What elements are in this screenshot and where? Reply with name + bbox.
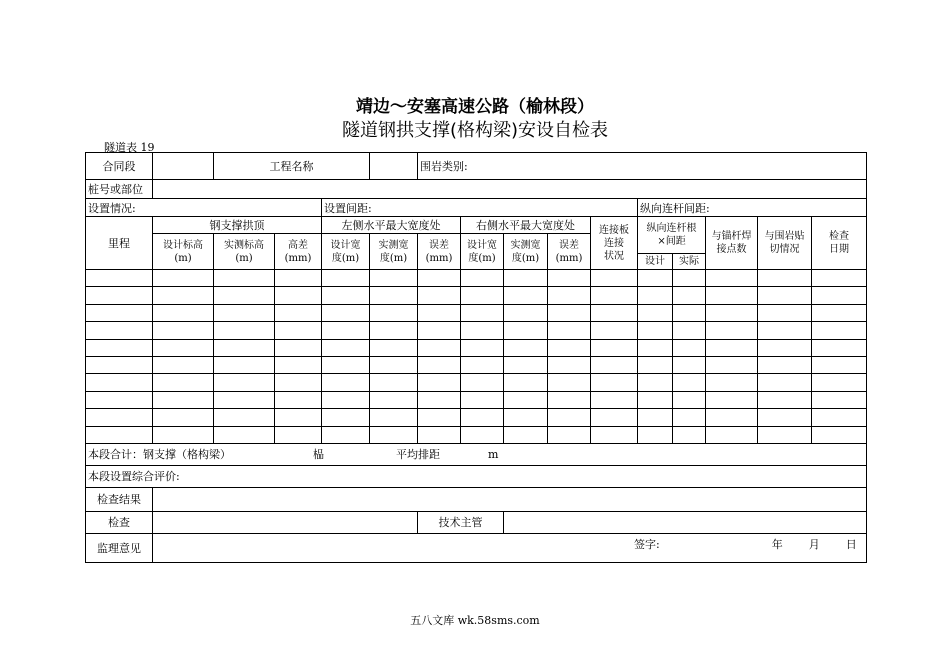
table-cell[interactable] [548,391,591,408]
table-cell[interactable] [418,270,461,287]
table-cell[interactable] [504,304,548,321]
table-cell[interactable] [275,322,322,339]
table-cell[interactable] [214,339,275,356]
project-name-value[interactable] [370,153,418,180]
table-cell[interactable] [418,339,461,356]
table-cell[interactable] [758,426,812,443]
table-cell[interactable] [638,356,673,373]
form-title-line2: 隧道钢拱支撑(格构梁)安设自检表 [341,120,609,141]
table-cell[interactable] [548,270,591,287]
table-cell[interactable] [812,322,867,339]
table-cell[interactable] [461,304,504,321]
table-cell[interactable] [275,270,322,287]
table-cell[interactable] [591,374,638,391]
station-value[interactable] [153,180,867,199]
col-left-err: 误差 (mm) [418,234,461,270]
table-cell[interactable] [673,409,706,426]
result-value[interactable] [153,487,867,511]
table-cell[interactable] [153,391,214,408]
footer-watermark: 五八文库 wk.58sms.com [410,614,540,627]
table-cell[interactable] [214,426,275,443]
table-cell[interactable] [812,409,867,426]
table-cell[interactable] [812,391,867,408]
table-cell[interactable] [370,391,418,408]
form-number: 隧道表 19 [104,141,155,154]
table-row [86,356,867,373]
table-row [86,322,867,339]
table-cell[interactable] [673,304,706,321]
table-cell[interactable] [812,287,867,304]
table-cell[interactable] [548,374,591,391]
table-cell[interactable] [812,304,867,321]
table-cell[interactable] [214,391,275,408]
table-cell[interactable] [370,409,418,426]
table-cell[interactable] [461,409,504,426]
table-cell[interactable] [638,409,673,426]
table-cell[interactable] [418,356,461,373]
table-row [86,304,867,321]
link-spacing-label: 纵向连杆间距: [638,199,867,217]
table-cell[interactable] [153,426,214,443]
table-cell[interactable] [673,339,706,356]
table-cell[interactable] [86,356,153,373]
table-cell[interactable] [706,304,758,321]
table-cell[interactable] [638,270,673,287]
table-cell[interactable] [706,426,758,443]
table-cell[interactable] [758,339,812,356]
table-cell[interactable] [706,374,758,391]
table-cell[interactable] [86,391,153,408]
table-cell[interactable] [758,356,812,373]
table-cell[interactable] [504,374,548,391]
table-cell[interactable] [548,426,591,443]
table-cell[interactable] [418,287,461,304]
table-cell[interactable] [548,356,591,373]
table-cell[interactable] [638,304,673,321]
table-cell[interactable] [504,409,548,426]
table-cell[interactable] [548,304,591,321]
table-cell[interactable] [706,322,758,339]
table-cell[interactable] [638,374,673,391]
table-cell[interactable] [461,391,504,408]
table-cell[interactable] [322,287,370,304]
table-cell[interactable] [153,270,214,287]
table-cell[interactable] [673,356,706,373]
table-cell[interactable] [86,426,153,443]
col-rod-design: 设计 [638,254,673,270]
table-cell[interactable] [758,270,812,287]
col-mileage: 里程 [86,217,153,270]
tech-value[interactable] [504,511,867,533]
table-cell[interactable] [758,322,812,339]
col-rod-actual: 实际 [673,254,706,270]
table-cell[interactable] [591,339,638,356]
table-cell[interactable] [370,287,418,304]
table-cell[interactable] [638,322,673,339]
table-cell[interactable] [638,426,673,443]
col-rod: 纵向连杆根 ×间距 [638,217,706,254]
table-cell[interactable] [322,356,370,373]
table-cell[interactable] [418,409,461,426]
table-cell[interactable] [591,322,638,339]
table-cell[interactable] [275,374,322,391]
table-cell[interactable] [461,356,504,373]
table-cell[interactable] [370,374,418,391]
contract-value[interactable] [153,153,214,180]
table-cell[interactable] [322,322,370,339]
table-row [86,409,867,426]
table-cell[interactable] [461,426,504,443]
table-row [86,391,867,408]
table-cell[interactable] [812,339,867,356]
table-cell[interactable] [275,356,322,373]
col-right-meas-w: 实测宽 度(m) [504,234,548,270]
table-row [86,374,867,391]
col-plate: 连接板 连接 状况 [591,217,638,270]
table-cell[interactable] [812,356,867,373]
table-cell[interactable] [758,391,812,408]
table-cell[interactable] [214,304,275,321]
result-label: 检查结果 [86,487,153,511]
table-cell[interactable] [153,287,214,304]
table-cell[interactable] [461,270,504,287]
table-cell[interactable] [275,304,322,321]
table-cell[interactable] [638,391,673,408]
table-cell[interactable] [673,287,706,304]
table-cell[interactable] [673,270,706,287]
table-cell[interactable] [758,374,812,391]
table-cell[interactable] [214,409,275,426]
table-cell[interactable] [86,409,153,426]
table-cell[interactable] [812,270,867,287]
table-cell[interactable] [86,287,153,304]
table-cell[interactable] [153,322,214,339]
spacing-label: 设置间距: [322,199,638,217]
table-cell[interactable] [370,270,418,287]
table-cell[interactable] [153,356,214,373]
table-cell[interactable] [461,374,504,391]
col-design-elev: 设计标高 (m) [153,234,214,270]
table-cell[interactable] [461,287,504,304]
summary-total: 本段合计：钢支撑（格构梁） 榀 平均排距 m [86,443,867,465]
table-cell[interactable] [548,409,591,426]
table-cell[interactable] [86,322,153,339]
table-cell[interactable] [758,304,812,321]
table-cell[interactable] [275,339,322,356]
table-cell[interactable] [548,339,591,356]
table-cell[interactable] [214,270,275,287]
col-left-design-w: 设计宽 度(m) [322,234,370,270]
table-cell[interactable] [504,391,548,408]
col-right-max: 右侧水平最大宽度处 [461,217,591,234]
table-cell[interactable] [548,287,591,304]
table-cell[interactable] [591,426,638,443]
table-cell[interactable] [322,374,370,391]
table-cell[interactable] [418,391,461,408]
table-row [86,287,867,304]
table-cell[interactable] [153,374,214,391]
setup-label: 设置情况: [86,199,322,217]
check-value[interactable] [153,511,418,533]
col-right-design-w: 设计宽 度(m) [461,234,504,270]
table-cell[interactable] [86,339,153,356]
form-title-line1: 靖边～安塞高速公路（榆林段） [356,97,594,117]
table-cell[interactable] [370,322,418,339]
table-cell[interactable] [812,374,867,391]
col-elev-diff: 高差 (mm) [275,234,322,270]
table-cell[interactable] [418,304,461,321]
table-cell[interactable] [504,287,548,304]
table-cell[interactable] [706,270,758,287]
table-cell[interactable] [370,356,418,373]
col-weld: 与锚杆焊 接点数 [706,217,758,270]
table-cell[interactable] [370,304,418,321]
table-cell[interactable] [214,322,275,339]
table-cell[interactable] [638,339,673,356]
table-cell[interactable] [758,287,812,304]
table-cell[interactable] [275,409,322,426]
table-cell[interactable] [153,304,214,321]
table-row [86,339,867,356]
table-cell[interactable] [322,270,370,287]
col-meas-elev: 实测标高 (m) [214,234,275,270]
check-label: 检查 [86,511,153,533]
table-cell[interactable] [504,322,548,339]
col-arch-top: 钢支撑拱顶 [153,217,322,234]
table-cell[interactable] [706,339,758,356]
summary-eval: 本段设置综合评价: [86,465,867,487]
table-cell[interactable] [275,391,322,408]
signature-line: 签字: 年 月 日 [634,537,857,551]
col-left-meas-w: 实测宽 度(m) [370,234,418,270]
table-row [86,270,867,287]
table-cell[interactable] [706,391,758,408]
table-cell[interactable] [275,426,322,443]
table-cell[interactable] [214,374,275,391]
table-cell[interactable] [504,426,548,443]
table-row [86,426,867,443]
table-cell[interactable] [812,426,867,443]
table-cell[interactable] [322,391,370,408]
table-cell[interactable] [548,322,591,339]
table-cell[interactable] [673,322,706,339]
table-cell[interactable] [591,287,638,304]
table-cell[interactable] [504,356,548,373]
table-cell[interactable] [418,426,461,443]
table-cell[interactable] [86,270,153,287]
table-cell[interactable] [706,409,758,426]
table-cell[interactable] [461,339,504,356]
table-cell[interactable] [322,304,370,321]
col-date: 检查 日期 [812,217,867,270]
table-cell[interactable] [673,391,706,408]
contract-label: 合同段 [86,153,153,180]
col-left-max: 左侧水平最大宽度处 [322,217,461,234]
table-cell[interactable] [322,409,370,426]
table-cell[interactable] [591,304,638,321]
supervisor-label: 监理意见 [86,533,153,562]
table-cell[interactable] [275,287,322,304]
table-cell[interactable] [591,409,638,426]
supervisor-value[interactable] [153,533,867,562]
col-right-err: 误差 (mm) [548,234,591,270]
tech-label: 技术主管 [418,511,504,533]
table-cell[interactable] [322,339,370,356]
table-cell[interactable] [153,409,214,426]
table-cell[interactable] [214,356,275,373]
table-cell[interactable] [322,426,370,443]
col-fit: 与围岩贴 切情况 [758,217,812,270]
table-cell[interactable] [370,339,418,356]
station-label: 桩号或部位 [86,180,153,199]
project-name-label: 工程名称 [214,153,370,180]
inspection-table [85,152,867,563]
table-cell[interactable] [591,391,638,408]
table-cell[interactable] [638,287,673,304]
table-cell[interactable] [86,374,153,391]
table-cell[interactable] [418,322,461,339]
table-cell[interactable] [86,304,153,321]
table-cell[interactable] [706,356,758,373]
table-cell[interactable] [706,287,758,304]
table-cell[interactable] [153,339,214,356]
table-cell[interactable] [504,270,548,287]
table-cell[interactable] [591,356,638,373]
table-cell[interactable] [370,426,418,443]
table-cell[interactable] [673,426,706,443]
table-cell[interactable] [214,287,275,304]
table-cell[interactable] [591,270,638,287]
table-cell[interactable] [758,409,812,426]
table-cell[interactable] [418,374,461,391]
table-cell[interactable] [461,322,504,339]
table-cell[interactable] [504,339,548,356]
table-cell[interactable] [673,374,706,391]
rock-class-label: 围岩类别: [418,153,867,180]
